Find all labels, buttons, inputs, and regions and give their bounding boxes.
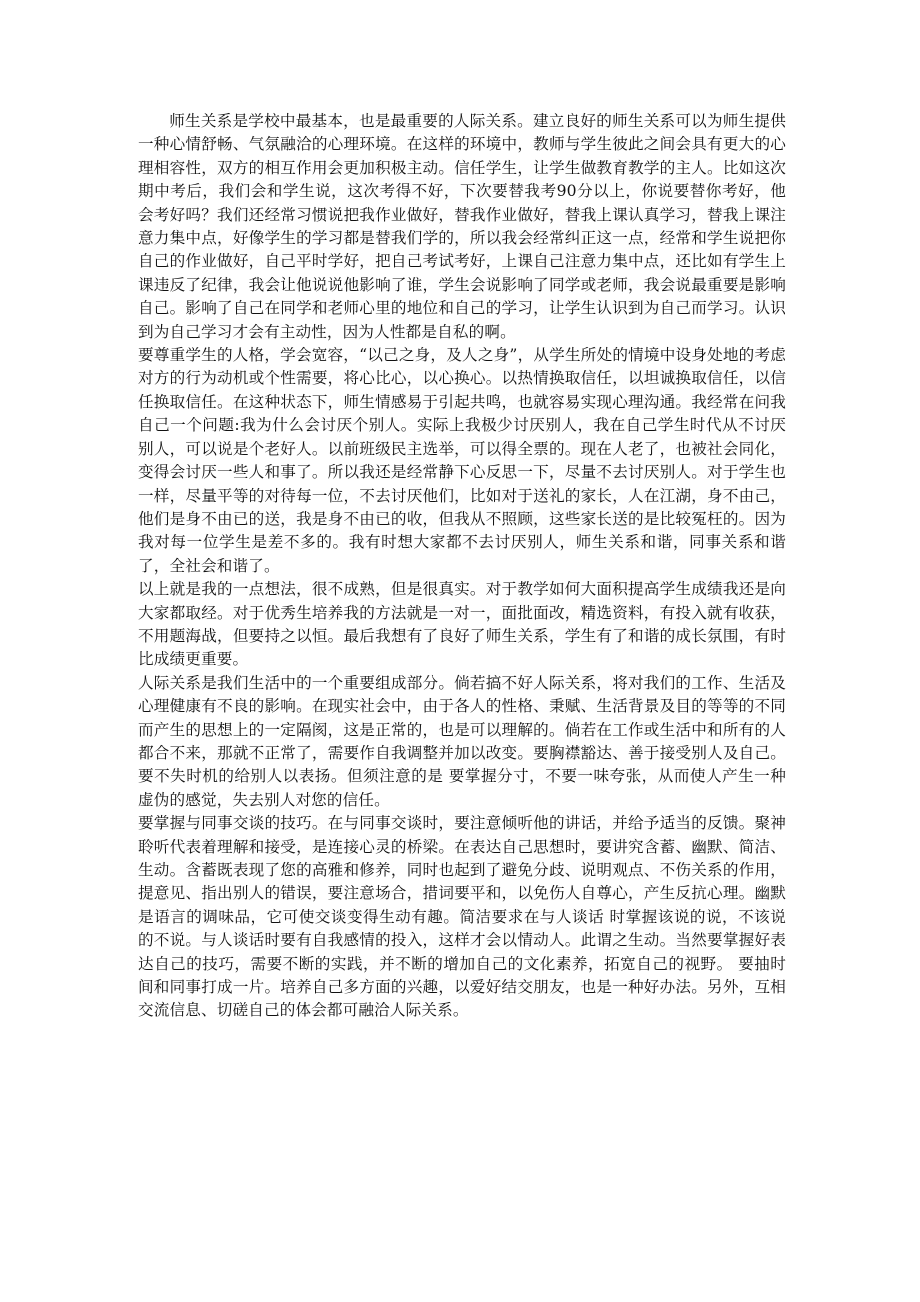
document-body — [138, 110, 786, 1023]
paragraph-interpersonal-relationships: 人际关系是我们生活中的一个重要组成部分。倘若搞不好人际关系，将对我们的工作、生活及心理健康有不良的影响。在现实社会中，由于各人的性格、秉赋、生活背景及目的等等的不同而产生的思想上的一定隔阂，这是正常的，也是可以理解的。倘若在工作或生活中和所有的人都合不来，那就不正常了，需要作自我调整并加以改变。要胸襟豁达、善于接受别人及自己。要不失时机的给别人以表扬。但须注意的是 要掌握分寸，不要一味夸张，从而使人产生一种虚伪的感觉，失去别人对您的信任。 — [138, 673, 786, 809]
paragraph-respect-students: 要尊重学生的人格，学会宽容，“以己之身，及人之身”，从学生所处的情境中设身处地的考虑对方的行为动机或个性需要，将心比心，以心换心。以热情换取信任，以坦诚换取信任，以信任换取信任。在这种状态下，师生情感易于引起共鸣，也就容易实现心理沟通。我经常在问我自己一个问题:我为什么会讨厌个别人。实际上我极少讨厌别人，我在自己学生时代从不讨厌别人，可以说是个老好人。以前班级民主选举，可以得全票的。现在人老了，也被社会同化，变得会讨厌一些人和事了。所以我还是经常静下心反思一下，尽量不去讨厌别人。对于学生也一样，尽量平等的对待每一位，不去讨厌他们，比如对于送礼的家长，人在江湖，身不由己，他们是身不由已的送，我是身不由已的收，但我从不照顾，这些家长送的是比较冤枉的。因为我对每一位学生是差不多的。我有时想大家都不去讨厌别人，师生关系和谐，同事关系和谐了，全社会和谐了。 — [138, 346, 786, 575]
paragraph-closing-thoughts: 以上就是我的一点想法，很不成熟，但是很真实。对于教学如何大面积提高学生成绩我还是向大家都取经。对于优秀生培养我的方法就是一对一，面批面改，精选资料，有投入就有收获，不用题海战，但要持之以恒。最后我想有了良好了师生关系，学生有了和谐的成长氛围，有时比成绩更重要。 — [138, 580, 786, 669]
paragraph-communication-skills: 要掌握与同事交谈的技巧。在与同事交谈时，要注意倾听他的讲话，并给予适当的反馈。聚神聆听代表着理解和接受，是连接心灵的桥梁。在表达自己思想时，要讲究含蓄、幽默、简洁、生动。含蓄既表现了您的高雅和修养，同时也起到了避免分歧、说明观点、不伤关系的作用，提意见、指出别人的错误，要注意场合，措词要平和，以免伤人自尊心，产生反抗心理。幽默是语言的调味品，它可使交谈变得生动有趣。简洁要求在与人谈话 时掌握该说的说，不该说的不说。与人谈话时要有自我感情的投入，这样才会以情动人。此谓之生动。当然要掌握好表达自己的技巧，需要不断的实践，并不断的增加自己的文化素养，拓宽自己的视野。 要抽时间和同事打成一片。培养自己多方面的兴趣，以爱好结交朋友，也是一种好办法。另外，互相交流信息、切磋自己的体会都可融洽人际关系。 — [138, 814, 786, 1020]
paragraph-teacher-student-relationship: 师生关系是学校中最基本，也是最重要的人际关系。建立良好的师生关系可以为师生提供一种心情舒畅、气氛融洽的心理环境。在这样的环境中，教师与学生彼此之间会具有更大的心理相容性，双方的相互作用会更加积极主动。信任学生，让学生做教育教学的主人。比如这次期中考后，我们会和学生说，这次考得不好，下次要替我考90分以上，你说要替你考好，他会考好吗？我们还经常习惯说把我作业做好，替我作业做好，替我上课认真学习，替我上课注意力集中点，好像学生的学习都是替我们学的，所以我会经常纠正这一点，经常和学生说把你自己的作业做好，自己平时学好，把自己考试考好，上课自己注意力集中点，还比如有学生上课违反了纪律，我会让他说说他影响了谁，学生会说影响了同学或老师，我会说最重要是影响自己。影响了自己在同学和老师心里的地位和自己的学习，让学生认识到为自己而学习。认识到为自己学习才会有主动性，因为人性都是自私的啊。 — [138, 112, 786, 341]
